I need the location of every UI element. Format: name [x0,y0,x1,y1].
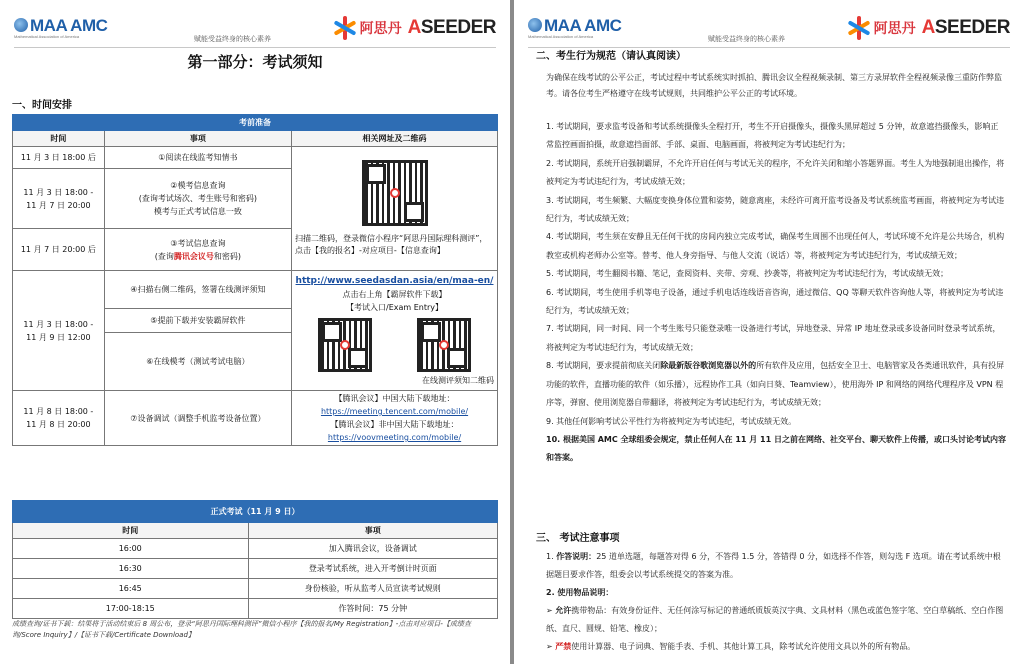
page-title: 第一部分：考试须知 [187,53,323,71]
page-right [514,0,1024,664]
globe-icon [14,18,28,32]
table-cell: ⑤提前下载并安装霸屏软件 [104,309,291,333]
col-item: 事项 [104,131,291,147]
qr-info-cell [292,147,498,271]
rule-item: 9. 其他任何影响考试公平性行为将被判定为考试违纪，考试成绩无效。 [546,416,797,426]
rule-item: 7. 考试期间，同一时间、同一个考生账号只能登录唯一设备进行考试，异地登录、异常 IP 地址登录或多设备同时登录考试系统，将被判定为考试违纪行为，考试成绩无效； [546,324,1001,352]
table-cell: 11 月 3 日 18:00 后 [13,147,105,169]
qr-code-icon [362,160,428,226]
section-heading-schedule: 一、时间安排 [12,100,72,111]
rule-item: 8. 考试期间，要求提前彻底关闭除最新版谷歌浏览器以外的所有软件及应用，包括安全卫士、电脑管家及各类通讯软件，具有投屏功能的软件，直播功能的软件（如乐播），远程协作工具（如向日葵、Teamview），使用海外 IP 和网络的网络代理程序及 VPN 程序等，弹窗、使用浏览器自带翻译，将被判定为考试违纪行为，考试成绩无效； [546,361,1005,408]
page-left [0,0,510,664]
url-cell: http://www.seedasdan.asia/en/maa-en/ 点击右上角【霸屏软件下载】 【考试入口/Exam Entry】 在线测评须知二维码 [292,271,498,391]
conduct-rules [546,118,1006,468]
section-heading-conduct: 二、考生行为规范（请认真阅读） [536,51,686,62]
table-cell: ⑥在线模考（测试考试电脑） [104,333,291,391]
table-cell: ④扫描右侧二维码，签署在线测评须知 [104,271,291,309]
rule-item: 4. 考试期间，考生须在安静且无任何干扰的房间内独立完成考试，确保考生周围不出现任何人，考试环境不允许是公共场合，机构教室或机构老师办公室等。替考、他人身旁指导、与他人交流（说话）等，将被判定为考试违纪行为，考试成绩无效； [546,232,1005,260]
table-cell: 加入腾讯会议，设备调试 [248,539,497,559]
table-cell: 16:45 [13,579,249,599]
slogan: 赋能受益终身的核心素养 [708,35,785,43]
exam-col-time: 时间 [13,523,249,539]
conduct-intro: 为确保在线考试的公平公正，考试过程中考试系统实时抓拍、腾讯会议全程视频录制、第三方录屏软件全程视频录像三重防作弊监考。请各位考生严格遵守在线考试规则，共同维护公平公正的考试环境。 [546,73,1002,98]
rule-item: 6. 考试期间，考生使用手机等电子设备，通过手机电话连线语音咨询，通过微信、QQ 等聊天软件咨询他人等，将被判定为考试违纪行为，考试成绩无效； [546,287,1004,316]
maa-amc-logo: MAA AMC Mathematical Association of America [14,16,108,39]
qr-caption: 在线测评须知二维码 [422,375,494,385]
voov-link[interactable]: https://voovmeeting.com/mobile/ [327,433,462,442]
exam-schedule-table [12,500,498,619]
table-cell: ③考试信息查询 (查询腾讯会议号和密码) [104,229,291,271]
rule-item: 10. 根据美国 AMC 全球组委会规定，禁止任何人在 11 月 11 日之前在网络、社交平台、聊天软件上传播，或口头讨论考试内容和答案。 [546,434,1006,463]
page-header [14,14,496,48]
note-item: 1. 作答说明：25 道单选题，每题答对得 6 分，不答得 1.5 分，答错得 0 分，如选择不作答，则勾选 F 选项。请在考试系统中根据题目要求作答，组委会以考试系统提交的答案为准。 [546,552,1001,579]
arrow-icon: ➢ [546,606,553,615]
qr-code-icon [417,318,471,372]
slogan: 赋能受益终身的核心素养 [194,35,271,43]
qr-instruction: 扫描二维码，登录微信小程序“阿思丹国际理科测评”，点击【我的报名】-对应项目-【信息查询】 [295,234,488,255]
rule-item: 5. 考试期间，考生翻阅书籍、笔记，查阅资料、夹带、旁观、抄袭等，将被判定为考试违纪行为，考试成绩无效； [546,269,949,279]
exam-notes [546,548,1006,656]
rule-item: 2. 考试期间，系统开启强制霸屏，不允许开启任何与考试无关的程序，不允许关闭和缩小答题界面。考生人为地强制退出操作，将被判定为考试违纪行为，考试成绩无效； [546,158,1005,187]
table-cell: ⑦设备调试（调整手机监考设备位置） [104,391,291,446]
exam-band: 正式考试（11 月 9 日） [13,501,498,523]
table-cell: 身份核验，听从监考人员宣读考试规则 [248,579,497,599]
star-logo-icon [333,16,357,40]
maa-amc-logo: MAA AMC Mathematical Association of America [528,16,622,39]
page-header [528,14,1010,48]
qr-code-icon [318,318,372,372]
note-item: ➢ 严禁使用计算器、电子词典、智能手表、手机、其他计算工具，除考试允许使用文具以外的所有物品。 [546,642,916,651]
tencent-cell: 【腾讯会议】中国大陆下载地址： https://meeting.tencent.com/mobile/ 【腾讯会议】非中国大陆下载地址： https://voovmeeting.com/mobile/ [292,391,498,446]
table-cell: 11 月 8 日 18:00 - 11 月 8 日 20:00 [13,391,105,446]
table-cell: 作答时间：75 分钟 [248,599,497,619]
table-cell: 17:00-18:15 [13,599,249,619]
prep-schedule-table [12,114,498,446]
table-cell: 11 月 3 日 18:00 - 11 月 7 日 20:00 [13,169,105,229]
table-cell: ②模考信息查询 (查询考试场次、考生账号和密码) 模考与正式考试信息一致 [104,169,291,229]
rule-item: 3. 考试期间，考生频繁、大幅度变换身体位置和姿势，随意离座，未经许可离开监考设备及考试系统监考画面，将被判定为考试违纪行为，考试成绩无效； [546,195,1005,224]
rule-item: 1. 考试期间，要求监考设备和考试系统摄像头全程打开，考生不开启摄像头，摄像头黑屏超过 5 分钟，故意遮挡摄像头，影响正常监控画面拍摄，故意遮挡面部、手部、桌面、电脑画面，将被判定为考试违纪行为； [546,122,999,150]
aseeder-logo: 阿思丹 ASEEDER [333,16,496,40]
table-cell: ①阅读在线监考知情书 [104,147,291,169]
col-link: 相关网址及二维码 [292,131,498,147]
table-cell: 11 月 7 日 20:00 后 [13,229,105,271]
section-heading-notes: 三、 考试注意事项 [536,533,620,544]
seedasdan-link[interactable]: http://www.seedasdan.asia/en/maa-en/ [295,275,494,286]
note-item: 2. 使用物品说明： [546,588,614,597]
star-logo-icon [847,16,871,40]
table-cell: 登录考试系统，进入开考倒计时页面 [248,559,497,579]
col-time: 时间 [13,131,105,147]
score-footnote: 成绩查询/证书下载：结果将于活动结束后 8 周公布，登录“阿思丹国际理科测评”微信小程序【我的报名/My Registration】-点击对应项目-【成绩查询/Score Inquiry】/【证书下载/Certificate Download】 [12,620,471,639]
table-cell: 16:00 [13,539,249,559]
note-item: ➢ 允许携带物品：有效身份证件、无任何涂写标记的普通纸质版英汉字典、文具材料（黑色或蓝色签字笔、空白草稿纸、空白作图纸、直尺、圆规、铅笔、橡皮）； [546,606,1004,633]
aseeder-logo: 阿思丹 ASEEDER [847,16,1010,40]
prep-band: 考前准备 [13,115,498,131]
arrow-icon: ➢ [546,642,553,651]
tencent-cn-link[interactable]: https://meeting.tencent.com/mobile/ [320,407,469,416]
globe-icon [528,18,542,32]
exam-col-item: 事项 [248,523,497,539]
table-cell: 16:30 [13,559,249,579]
table-cell: 11 月 3 日 18:00 - 11 月 9 日 12:00 [13,271,105,391]
